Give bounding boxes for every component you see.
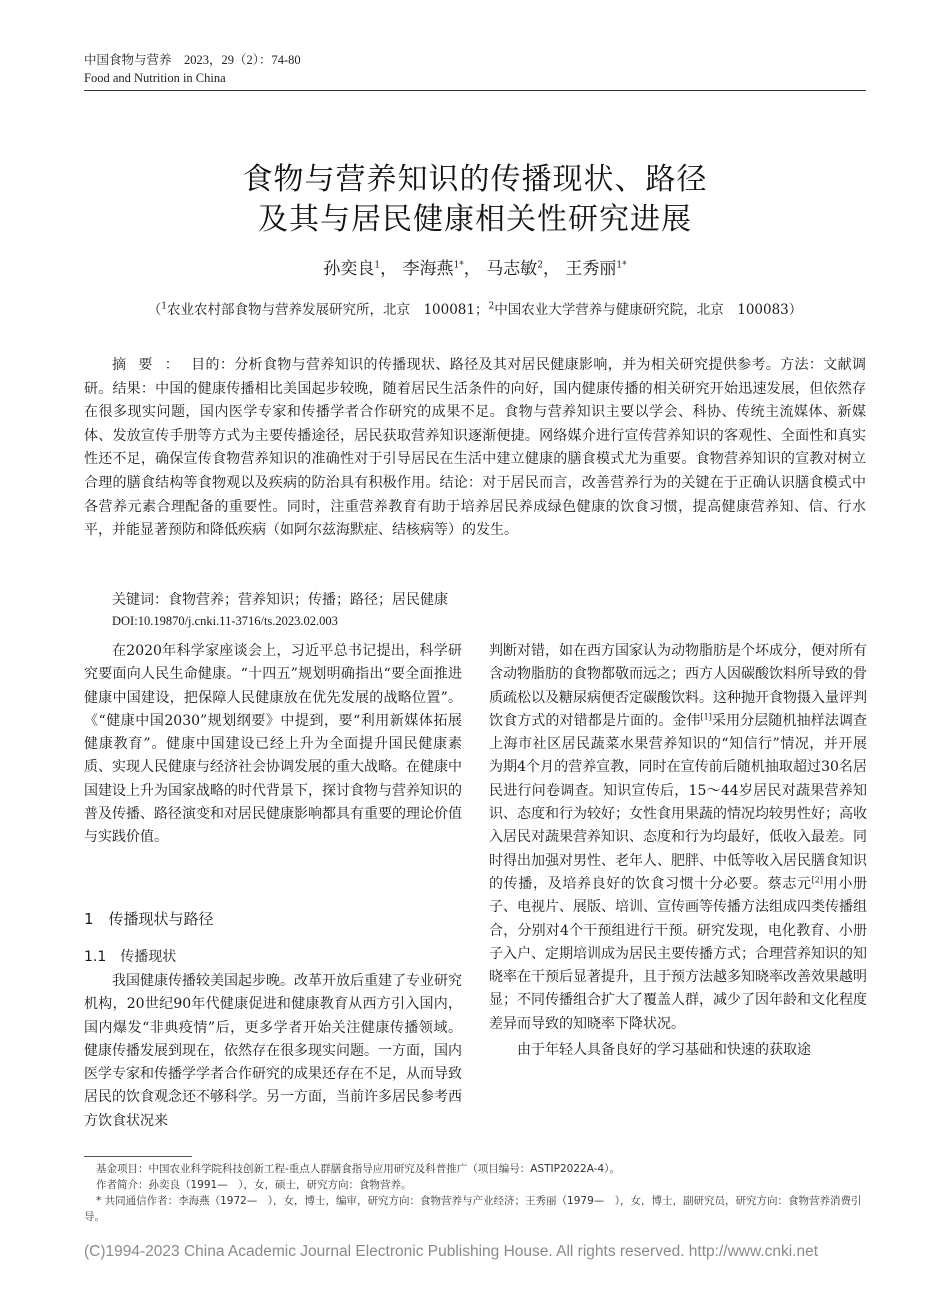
author-name: 马志敏 <box>486 259 538 279</box>
author-name: 李海燕 <box>402 259 454 279</box>
keywords <box>112 589 448 611</box>
citation-ref[interactable]: [2] <box>811 875 823 885</box>
author-mark: 1* <box>453 260 464 271</box>
keywords-text: 食物营养；营养知识；传播；路径；居民健康 <box>168 592 448 608</box>
section-heading-1-1: 1.1 传播现状 <box>84 949 177 965</box>
intro-text: 在2020年科学家座谈会上，习近平总书记提出，科学研究要面向人民生命健康。“十四五”规划明确指出“要全面推进健康中国建设，把保障人民健康放在优先发展的战略位置”。《“健康中国2030”规划纲要》中提到，要“利用新媒体拓展健康教育”。健康中国建设已经上升为全面提升国民健康素质、实现人民健康与经济社会协调发展的重大战略。在健康中国建设上升为国家战略的时代背景下，探讨食物与营养知识的普及传播、路径演变和对居民健康影响都具有重要的理论价值与实践价值。 <box>84 643 462 846</box>
intro-paragraph <box>84 640 462 850</box>
abstract <box>84 354 866 543</box>
author-name: 孙奕良 <box>323 259 375 279</box>
footnote-rule <box>84 1156 192 1157</box>
header-rule <box>84 90 866 91</box>
body-text-right-b: 采用分层随机抽样法调查上海市社区居民蔬菜水果营养知识的“知信行”情况，并开展为期4个月的营养宣教，同时在宣传前后随机抽取超过30名居民进行问卷调查。知识宣传后，15～44岁居民对蔬果营养知识、态度和行为较好；女性食用果蔬的情况均较男性好；高收入居民对蔬果营养知识、态度和行为均最好，低收入最差。同时得出加强对男性、老年人、肥胖、中低等收入居民膳食知识的传播，及培养良好的饮食习惯十分必要。蔡志元 <box>489 712 868 892</box>
author-mark: 1* <box>616 260 627 271</box>
affiliations: （$^1$农业农村部食物与营养发展研究所，北京 100081；$^2$中国农业大学营养与健康研究院，北京 100083） <box>147 301 803 318</box>
body-text-right-c: 用小册子、电视片、展版、培训、宣传画等传播方法组成四类传播组合，分别对4个干预组进行干预。研究发现，电化教育、小册子入户、定期培训成为居民主要传播方式；合理营养知识的知晓率在干预后显著提升，且于预方法越多知晓率改善效果越明显；不同传播组合扩大了覆盖人群，减少了因年龄和文化程度差异而导致的知晓率下降状况。 <box>489 875 867 1032</box>
citation-ref[interactable]: [1] <box>700 712 712 722</box>
body-column-right <box>489 640 867 1062</box>
body-paragraph-right-2: 由于年轻人具备良好的学习基础和快速的获取途 <box>517 1042 811 1059</box>
author-mark: 1 <box>374 260 381 271</box>
author-name: 王秀丽 <box>565 259 617 279</box>
author-mark: 2 <box>537 260 543 271</box>
body-text-right-a: 判断对错，如在西方国家认为动物脂肪是个坏成分，便对所有含动物脂肪的食物都敬而远之；西方人因碳酸饮料所导致的骨质疏松以及糖尿病便否定碳酸饮料。这种抛开食物摄入量评判饮食方式的对错都是片面的。金伟 <box>489 643 867 729</box>
affiliation-2: 中国农业大学营养与健康研究院，北京 100083 <box>494 302 789 318</box>
footnote-funding: 基金项目：中国农业科学院科技创新工程-重点人群膳食指导应用研究及科普推广（项目编号：ASTIP2022A-4）。 <box>96 1163 620 1175</box>
footnote-corresponding: * 共同通信作者：李海燕（1972— ），女，博士，编审，研究方向：食物营养与产业经济；王秀丽（1979— ），女，博士，副研究员，研究方向：食物营养消费引导。 <box>84 1195 862 1223</box>
keywords-label: 关键词： <box>112 592 168 608</box>
journal-citation: 中国食物与营养 2023，29（2）：74-80 <box>84 53 301 67</box>
footnote-author: 作者简介：孙奕良（1991— ），女，硕士，研究方向：食物营养。 <box>96 1179 412 1191</box>
paper-title-line2: 及其与居民健康相关性研究进展 <box>258 202 692 237</box>
journal-name-en: Food and Nutrition in China <box>84 71 226 85</box>
author-list: 孙奕良$^1$， 李海燕$^{1*}$， 马志敏$^2$， 王秀丽$^{1*}$ <box>323 259 627 279</box>
doi: DOI:10.19870/j.cnki.11-3716/ts.2023.02.003 <box>112 614 338 628</box>
body-text-left: 我国健康传播较美国起步晚。改革开放后重建了专业研究机构，20世纪90年代健康促进和健康教育从西方引入国内，国内爆发“非典疫情”后，更多学者开始关注健康传播领域。健康传播发展到现在，依然存在很多现实问题。一方面，国内医学专家和传播学学者合作研究的成果还存在不足，从而导致居民的饮食观念还不够科学。另一方面，当前许多居民参考西方饮食状况来 <box>84 973 462 1129</box>
abstract-text: 目的：分析食物与营养知识的传播现状、路径及其对居民健康影响，并为相关研究提供参考。方法：文献调研。结果：中国的健康传播相比美国起步较晚，随着居民生活条件的向好，国内健康传播的相关研究开始迅速发展，但依然存在很多现实问题，国内医学专家和传播学者合作研究的成果不足。食物与营养知识主要以学会、科协、传统主流媒体、新媒体、发放宣传手册等方式为主要传播途径，居民获取营养知识逐渐便捷。网络媒介进行宣传营养知识的客观性、全面性和真实性还不足，确保宣传食物营养知识的准确性对于引导居民在生活中建立健康的膳食模式尤为重要。食物营养知识的宣教对树立合理的膳食结构等食物观以及疾病的防治具有积极作用。结论：对于居民而言，改善营养行为的关键在于正确认识膳食模式中各营养元素合理配备的重要性。同时，注重营养教育有助于培养居民养成绿色健康的饮食习惯，提高健康营养知、信、行水平，并能显著预防和降低疾病（如阿尔兹海默症、结核病等）的发生。 <box>84 357 867 539</box>
paper-title-line1: 食物与营养知识的传播现状、路径 <box>242 162 708 197</box>
body-paragraph-left <box>84 970 462 1133</box>
section-heading-1: 1 传播现状与路径 <box>84 910 214 928</box>
body-paragraph-right <box>489 640 867 1036</box>
copyright-notice: (C)1994-2023 China Academic Journal Electronic Publishing House. All rights reserved. http://www.cnki.net <box>84 1243 819 1260</box>
abstract-label: 摘要： <box>112 357 192 373</box>
affiliation-1: 农业农村部食物与营养发展研究所，北京 100081； <box>166 302 489 318</box>
